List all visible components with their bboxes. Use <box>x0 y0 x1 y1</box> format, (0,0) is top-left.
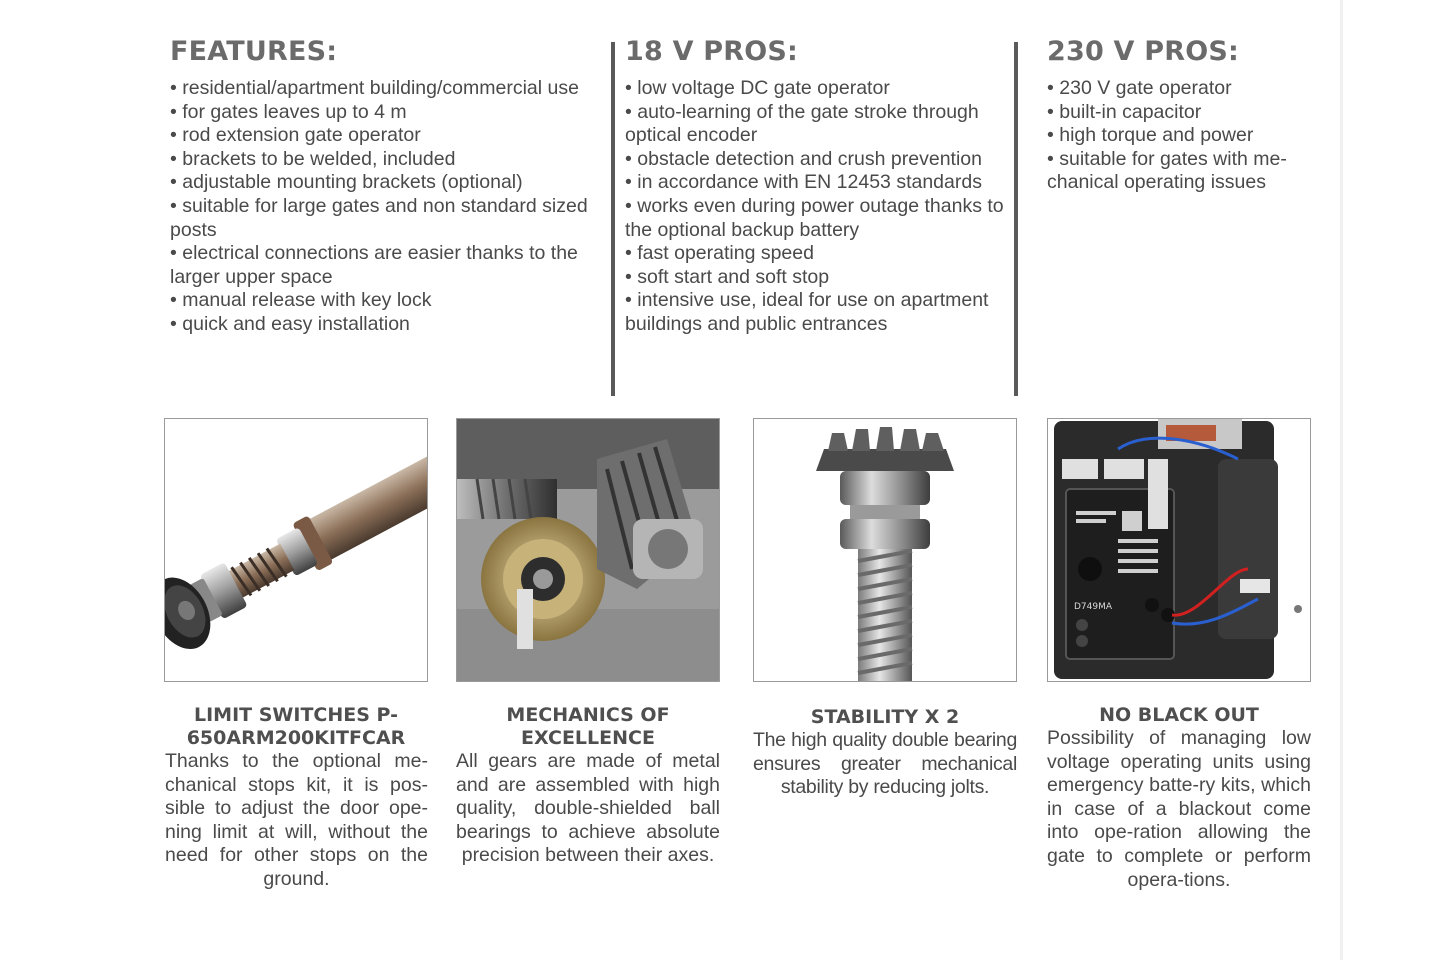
gearbox-photo <box>456 418 720 682</box>
list-item: • obstacle detection and crush prevention <box>625 148 1015 172</box>
card-text: All gears are made of metal and are assembled with high quality, double-shielded ball bearings to achieve absolute precision between their axes. <box>456 750 720 867</box>
pros-230v-list <box>1047 77 1317 195</box>
board-label: D749MA <box>1074 602 1113 612</box>
card-text: Possibility of managing low voltage operating units using emergency batte-ry kits, which in case of a blackout come into ope-ration allowing the gate to complete or perform opera-tions. <box>1047 727 1311 891</box>
features-list <box>170 77 590 337</box>
page-edge <box>1340 0 1343 960</box>
card-title: LIMIT SWITCHES P-650ARM200KITFCAR <box>186 704 406 749</box>
list-item: • works even during power outage thanks to the optional backup battery <box>625 195 1015 242</box>
features-title: FEATURES: <box>170 36 338 67</box>
column-divider <box>1014 42 1018 396</box>
card-limit-switches <box>164 418 428 892</box>
pros-230v-column <box>1047 36 1317 195</box>
card-no-black-out <box>1047 418 1311 892</box>
gearbox-illustration <box>457 419 719 681</box>
list-item: • rod extension gate operator <box>170 124 590 148</box>
list-item: • quick and easy installation <box>170 313 590 337</box>
list-item: • in accordance with EN 12453 standards <box>625 171 1015 195</box>
card-title: STABILITY X 2 <box>810 706 960 728</box>
card-title: MECHANICS OF EXCELLENCE <box>506 704 670 749</box>
list-item: • soft start and soft stop <box>625 266 1015 290</box>
list-item: • brackets to be welded, included <box>170 148 590 172</box>
list-item: • auto-learning of the gate stroke through optical encoder <box>625 101 1015 148</box>
list-item: • residential/apartment building/commercial use <box>170 77 590 101</box>
features-column <box>170 36 590 337</box>
card-text: The high quality double bearing ensures greater mechanical stability by reducing jolts. <box>753 729 1017 799</box>
card-text: Thanks to the optional me-chanical stops kit, it is pos-sible to adjust the door ope-ning limit at will, without the need for other stops on the ground. <box>165 750 428 890</box>
pros-18v-list <box>625 77 1015 337</box>
pros-18v-title: 18 V PROS: <box>625 36 799 67</box>
list-item: • low voltage DC gate operator <box>625 77 1015 101</box>
worm-shaft-illustration <box>165 419 427 681</box>
pros-230v-title: 230 V PROS: <box>1047 36 1240 67</box>
double-bearing-illustration <box>754 419 1016 681</box>
list-item: • electrical connections are easier thanks to the larger upper space <box>170 242 590 289</box>
list-item: • intensive use, ideal for use on apartment buildings and public entrances <box>625 289 1015 336</box>
control-board-photo <box>1047 418 1311 682</box>
column-divider <box>611 42 615 396</box>
pros-18v-column <box>625 36 1015 337</box>
card-mechanics <box>456 418 720 868</box>
control-board-illustration <box>1048 419 1310 681</box>
list-item: • fast operating speed <box>625 242 1015 266</box>
card-title: NO BLACK OUT <box>1099 704 1259 726</box>
list-item: • built-in capacitor <box>1047 101 1317 125</box>
card-stability <box>753 418 1017 800</box>
list-item: • 230 V gate operator <box>1047 77 1317 101</box>
list-item: • adjustable mounting brackets (optional) <box>170 171 590 195</box>
list-item: • high torque and power <box>1047 124 1317 148</box>
worm-shaft-photo <box>164 418 428 682</box>
list-item: • for gates leaves up to 4 m <box>170 101 590 125</box>
double-bearing-photo <box>753 418 1017 682</box>
list-item: • manual release with key lock <box>170 289 590 313</box>
list-item: • suitable for large gates and non standard sized posts <box>170 195 590 242</box>
list-item: • suitable for gates with me-chanical operating issues <box>1047 148 1317 195</box>
